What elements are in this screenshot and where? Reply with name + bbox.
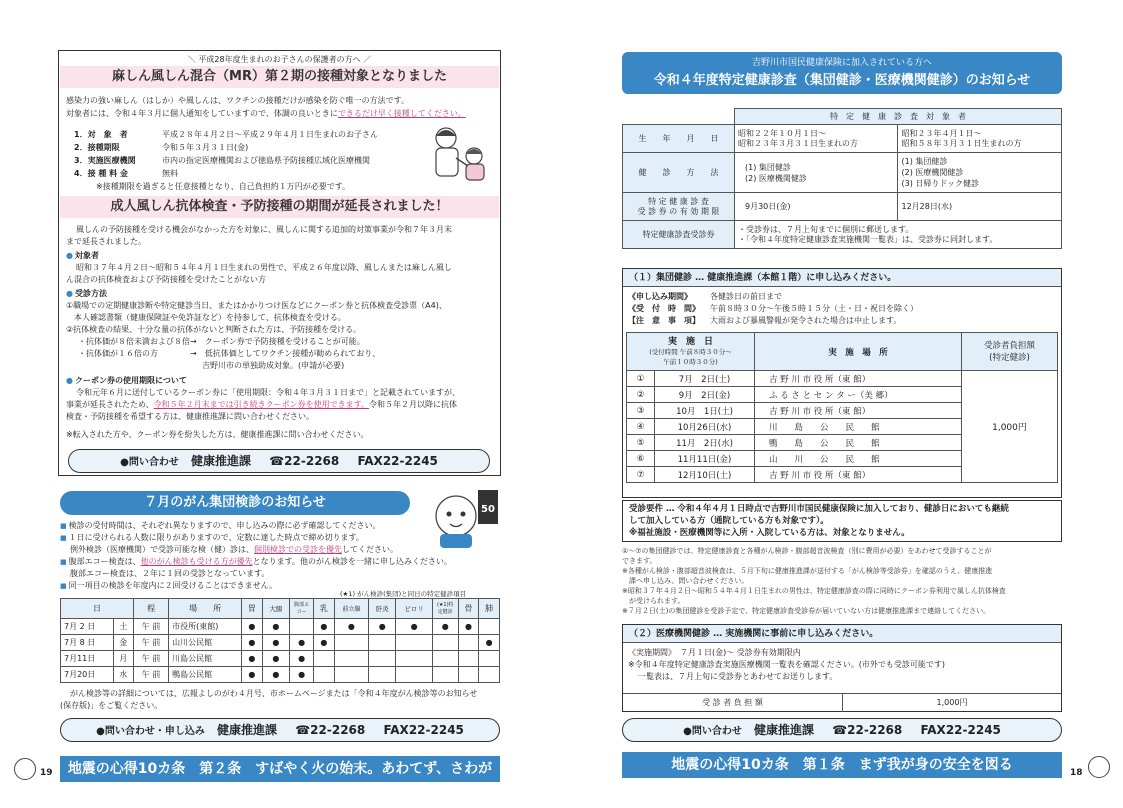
th-breast: 乳 bbox=[314, 599, 335, 619]
row-num: ③ bbox=[627, 403, 655, 419]
row-date: 7月20日 bbox=[61, 667, 114, 683]
rubella-contact: ●問い合わせ 健康推進課 ☎22-2268 FAX22-2245 bbox=[68, 449, 490, 473]
mr-tagline: ＼ 平成28年度生まれのお子さんの保護者の方へ ／ bbox=[187, 55, 372, 64]
mr-items bbox=[74, 128, 414, 193]
th-pylori: ピロリ bbox=[396, 599, 432, 619]
note-line: できます。 bbox=[622, 557, 657, 565]
mark: ● bbox=[242, 651, 263, 667]
cancer-schedule-table bbox=[60, 598, 500, 683]
note-line: が受けられます。 bbox=[622, 597, 685, 605]
row-place: 吉 野 川 市 役 所（東 館） bbox=[755, 403, 962, 419]
checkup-header bbox=[622, 52, 1062, 94]
right-page bbox=[562, 0, 1123, 794]
cancer-footnote-1: がん検診等の詳細については、広報よしのがわ４月号、市ホームページまたは「令和４年度がん検診等のお知らせ bbox=[70, 689, 478, 698]
th-prostate: 前立腺 bbox=[334, 599, 368, 619]
clinic-note-2: 一覧表は、７月上旬に受診券とあわせてお送りします。 bbox=[638, 672, 838, 681]
rubella-title: 成人風しん抗体検査・予防接種の期間が延長されました！ bbox=[60, 196, 499, 218]
row-date: 9月 2日(金) bbox=[655, 387, 755, 403]
row-label-ticket: 特定健康診査受診券 bbox=[623, 221, 735, 249]
rubella-method-2: 本人確認書類（健康保険証や免許証など）を持参して、抗体検査を受ける。 bbox=[66, 313, 346, 322]
mascot-icon bbox=[1088, 756, 1110, 778]
rubella-method-1: ①職場での定期健康診断や特定健診当日、またはかかりつけ医などにクーポン券と抗体検査受診票（A4)、 bbox=[66, 301, 447, 310]
target-header: 特 定 健 康 診 査 対 象 者 bbox=[735, 109, 1062, 125]
rubella-coupon-3: 検査・予防接種を希望する方は、健康推進課に問い合わせください。 bbox=[66, 412, 314, 421]
cancer-note-4: ■ 腹部エコー検査は、他のがん検診も受ける方が優先となります。他のがん検診を一緒に申し込みください。 bbox=[60, 556, 500, 568]
row-place: 山川公民館 bbox=[169, 635, 242, 651]
th-fee: 受診者負担額 (特定健診) bbox=[962, 333, 1058, 371]
row-num: ⑤ bbox=[627, 435, 655, 451]
row-date: 11月11日(金) bbox=[655, 451, 755, 467]
cancer-note-6: ■ 同一項目の検診を年度内に２回受けることはできません。 bbox=[60, 580, 500, 592]
table-row bbox=[623, 193, 1062, 221]
th-echo: 腹部エコー bbox=[290, 599, 314, 619]
earthquake-tip-footer: 地震の心得10カ条 第１条 まず我が身の安全を図る bbox=[622, 752, 1062, 778]
mr-item: 1．対 象 者 平成２８年４月２日～平成２９年４月１日生まれのお子さん bbox=[74, 130, 378, 139]
target-table bbox=[622, 108, 1062, 249]
clinic-fee: 1,000円 bbox=[936, 698, 968, 707]
table-row bbox=[623, 125, 1062, 153]
mr-title: 麻しん風しん混合（MR）第２期の接種対象となりました bbox=[60, 66, 499, 88]
row-place: 吉 野 川 市 役 所（東 館） bbox=[755, 467, 962, 483]
row-date: 7月 2日(土) bbox=[655, 371, 755, 387]
mark: ● bbox=[432, 619, 458, 635]
row-place: 川 島 公 民 館 bbox=[755, 419, 962, 435]
method-a: (1) 集団健診 (2) 医療機関健診 bbox=[735, 153, 898, 193]
th-place: 場 所 bbox=[169, 599, 242, 619]
rubella-coupon-2: 事業が延長されたため、令和５年２月末までは引き続きクーポン券を使用できます。令和５年２月以降に抗体 bbox=[66, 400, 458, 409]
mark: ● bbox=[262, 667, 289, 683]
validity-a: 9月30日(金) bbox=[735, 193, 898, 221]
method-b: (1) 集団健診 (2) 医療機関健診 (3) 日帰りドック健診 bbox=[898, 153, 1062, 193]
group-info-hours: 《受 付 時 間》 午前８時３０分～午後５時１５分（土・日・祝日を除く） bbox=[628, 304, 918, 313]
mark bbox=[368, 651, 395, 667]
mark bbox=[334, 651, 368, 667]
mark bbox=[396, 635, 432, 651]
mark bbox=[368, 667, 395, 683]
mark: ● bbox=[262, 651, 289, 667]
rubella-p2: まで延長されました。 bbox=[66, 237, 146, 246]
mr-note: ※接種期限を過ぎると任意接種となり、自己負担約１万円が必要です。 bbox=[96, 182, 351, 191]
cancer-note-2: ■ １日に受けられる人数に限りがありますので、定数に達した時点で締め切ります。 bbox=[60, 532, 500, 544]
row-place: 山 川 公 民 館 bbox=[755, 451, 962, 467]
mr-item: 2．接種期限 令和５年３月３１日(金) bbox=[74, 143, 249, 152]
cancer-contact: ●問い合わせ・申し込み 健康推進課 ☎22-2268 FAX22-2245 bbox=[60, 718, 500, 742]
mr-intro-1: 感染力の強い麻しん（はしか）や風しんは、ワクチンの接種だけが感染を防ぐ唯一の方法です。 bbox=[66, 96, 409, 105]
mark: ● bbox=[290, 667, 314, 683]
doctor-injection-illustration bbox=[428, 122, 494, 186]
mark bbox=[314, 667, 335, 683]
mark: ● bbox=[242, 619, 263, 635]
table-row bbox=[623, 153, 1062, 193]
clinic-fee-label: 受 診 者 負 担 額 bbox=[623, 694, 843, 712]
row-label-validity: 特 定 健 康 診 査 受 診 券 の 有 効 期 限 bbox=[623, 193, 735, 221]
row-time: 午 前 bbox=[134, 635, 169, 651]
mark bbox=[368, 635, 395, 651]
group-schedule-table bbox=[626, 332, 1058, 483]
row-place: 吉 野 川 市 役 所（東 館） bbox=[755, 371, 962, 387]
row-dow: 金 bbox=[113, 635, 134, 651]
birth-b: 昭和２３年４月１日～ 昭和５８年３月３１日生まれの方 bbox=[898, 125, 1062, 153]
row-place: 鴨 島 公 民 館 bbox=[755, 435, 962, 451]
table-row bbox=[623, 221, 1062, 249]
rubella-target-1: 昭和３７年４月２日～昭和５４年４月１日生まれの男性で、平成２６年度以降、風しんまたは麻しん風し bbox=[76, 263, 452, 272]
group-info-notice: 【注 意 事 項】 大雨および暴風警報が発令された場合は中止します。 bbox=[628, 316, 902, 325]
mark bbox=[432, 667, 458, 683]
mark bbox=[458, 667, 479, 683]
earthquake-tip-footer: 地震の心得10カ条 第２条 すばやく火の始末。あわてず、さわがず、冷静に bbox=[60, 756, 500, 782]
mark bbox=[458, 635, 479, 651]
mark bbox=[334, 635, 368, 651]
row-date: 12月10日(土) bbox=[655, 467, 755, 483]
mark bbox=[432, 651, 458, 667]
mark bbox=[479, 619, 500, 635]
mascot-icon bbox=[14, 758, 36, 780]
row-date: 11月 2日(水) bbox=[655, 435, 755, 451]
req-line-2: して加入している方（通院している方も対象です）。 bbox=[629, 516, 829, 526]
row-date: 7月 2 日 bbox=[61, 619, 114, 635]
row-date: 7月11日 bbox=[61, 651, 114, 667]
mark bbox=[314, 651, 335, 667]
table-row bbox=[61, 635, 500, 651]
rubella-method-6: 吉野川市の単独助成対象。(申請が必要) bbox=[202, 361, 345, 370]
th-colon: 大腸 bbox=[262, 599, 289, 619]
th-stomach: 胃 bbox=[242, 599, 263, 619]
th-day: 日 bbox=[61, 599, 134, 619]
row-place: 市役所(東館) bbox=[169, 619, 242, 635]
mr-item: 4．接 種 料 金 無料 bbox=[74, 169, 178, 178]
mark bbox=[479, 651, 500, 667]
table-row bbox=[61, 651, 500, 667]
clinic-period: 《実施期間》 ７月１日(金)～ 受診券有効期限内 bbox=[628, 648, 801, 657]
cancer-title: ７月のがん集団検診のお知らせ bbox=[60, 491, 410, 515]
th-checkup: (★1)特定健診 bbox=[432, 599, 458, 619]
rubella-coupon-1: 令和元年６月に送付しているクーポン券に「使用期限：令和４年３月３１日まで」と記載されていますが、 bbox=[76, 388, 460, 397]
clinic-checkup-title: （２）医療機関健診 … 実施機関に事前に申し込みください。 bbox=[623, 625, 1061, 643]
group-info-period: 《申し込み期間》 各健診日の前日まで bbox=[628, 292, 782, 301]
table-header-row bbox=[627, 333, 1058, 371]
mark: ● bbox=[242, 635, 263, 651]
rubella-coupon-heading: ● クーポン券の使用期限について bbox=[66, 375, 496, 387]
th-hepatitis: 肝炎 bbox=[368, 599, 395, 619]
page-number: 19 bbox=[40, 768, 53, 778]
mark: ● bbox=[396, 619, 432, 635]
cancer-note-1: ■ 検診の受付時間は、それぞれ異なりますので、申し込みの際に必ず確認してください。 bbox=[60, 520, 500, 532]
row-num: ② bbox=[627, 387, 655, 403]
rubella-coupon-4: ※転入された方や、クーポン券を紛失した方は、健康推進課に問い合わせください。 bbox=[66, 430, 369, 439]
mark: ● bbox=[290, 635, 314, 651]
requirements-box bbox=[622, 500, 1062, 542]
clinic-fee-row bbox=[623, 693, 1061, 711]
row-label-birth: 生 年 月 日 bbox=[623, 125, 735, 153]
mark: ● bbox=[314, 619, 335, 635]
mark bbox=[396, 651, 432, 667]
row-dow: 月 bbox=[113, 651, 134, 667]
mark: ● bbox=[458, 619, 479, 635]
group-notes bbox=[622, 546, 1062, 616]
rubella-p1: 風しんの予防接種を受ける機会がなかった方を対象に、風しんに関する追加的対策事業が令和７年３月末 bbox=[76, 225, 452, 234]
cancer-note-5: 腹部エコー検査は、２年に１回の受診となっています。 bbox=[70, 569, 270, 578]
table-header-row bbox=[61, 599, 500, 619]
mark bbox=[432, 635, 458, 651]
mark: ● bbox=[479, 635, 500, 651]
table-row bbox=[627, 371, 1058, 387]
checkup-title: 令和４年度特定健康診査（集団健診・医療機関健診）のお知らせ bbox=[653, 73, 1031, 88]
mark bbox=[334, 667, 368, 683]
th-lung: 肺 bbox=[479, 599, 500, 619]
ticket-info: ・受診券は、７月上旬までに個別に郵送します。 ・「令和４年度特定健康診査実施機関一覧表」は、受診券に同封します。 bbox=[735, 221, 1062, 249]
req-line-3: ※福祉施設・医療機関等に入所・入院している方は、対象となりません。 bbox=[629, 528, 910, 538]
mark bbox=[396, 667, 432, 683]
req-line-1: 受診要件 … 令和４年４月１日時点で吉野川市国民健康保険に加入しており、健診日においても継続 bbox=[629, 504, 1009, 514]
row-date: 10月26日(水) bbox=[655, 419, 755, 435]
rubella-target-heading: ● 対象者 bbox=[66, 250, 496, 262]
checkup-contact: ●問い合わせ 健康推進課 ☎22-2268 FAX22-2245 bbox=[622, 718, 1062, 742]
clinic-note-1: ※令和４年度特定健康診査実施医療機関一覧表を確認ください。(市外でも受診可能です) bbox=[628, 660, 945, 669]
rubella-body bbox=[66, 224, 496, 441]
table-row bbox=[61, 619, 500, 635]
mr-intro-2: 対象者には、令和４年３月に個人通知をしていますので、体調の良いときにできるだけ早く接種してください。 bbox=[66, 109, 466, 118]
mark bbox=[479, 667, 500, 683]
row-num: ⑦ bbox=[627, 467, 655, 483]
mark: ● bbox=[368, 619, 395, 635]
empty-cell bbox=[623, 109, 735, 125]
table-header-row bbox=[623, 109, 1062, 125]
note-line: ①～⑦の集団健診では、特定健康診査と各種がん検診・腹部超音波検査（別に費用が必要）をあわせて受診することが bbox=[622, 547, 992, 555]
rubella-method-3: ②抗体検査の結果、十分な量の抗体がないと判断された方は、予防接種を受ける。 bbox=[66, 325, 362, 334]
left-page bbox=[0, 0, 561, 803]
mark: ● bbox=[334, 619, 368, 635]
mark: ● bbox=[314, 635, 335, 651]
note-line: ※昭和３７年４月２日～昭和５４年４月１日生まれの男性は、特定健康診査の際に同時にクーポン券利用で風しん抗体検査 bbox=[622, 587, 1006, 595]
group-info bbox=[628, 291, 1058, 327]
note-line: ※７月２日(土)の集団健診を受診予定で、特定健康診査受診券が届いていない方は健康推進課まで連絡してください。 bbox=[622, 607, 991, 615]
row-num: ⑥ bbox=[627, 451, 655, 467]
group-checkup-title: （１）集団健診 … 健康推進課（本館１階）に申し込みください。 bbox=[623, 269, 1061, 287]
cancer-footnote-2: (保存版)」をご覧ください。 bbox=[60, 701, 163, 710]
mark: ● bbox=[262, 619, 289, 635]
row-dow: 土 bbox=[113, 619, 134, 635]
th-bone: 骨 bbox=[458, 599, 479, 619]
mark bbox=[458, 651, 479, 667]
row-label-method: 健 診 方 法 bbox=[623, 153, 735, 193]
row-num: ④ bbox=[627, 419, 655, 435]
rubella-method-heading: ● 受診方法 bbox=[66, 288, 496, 300]
row-dow: 水 bbox=[113, 667, 134, 683]
th-date: 実 施 日 (受付時間 午前８時３０分～ 午前１０時３０分) bbox=[627, 333, 755, 371]
th-place: 実 施 場 所 bbox=[755, 333, 962, 371]
cancer-footnote bbox=[60, 688, 500, 712]
cancer-notes bbox=[60, 520, 500, 592]
mark: ● bbox=[290, 651, 314, 667]
mr-item: 3．実施医療機関 市内の指定医療機関および徳島県予防接種広域化医療機関 bbox=[74, 156, 370, 165]
page-number: 18 bbox=[1070, 768, 1083, 778]
mark bbox=[290, 619, 314, 635]
clinic-info bbox=[628, 647, 1058, 683]
th-schedule: 程 bbox=[134, 599, 169, 619]
row-time: 午 前 bbox=[134, 667, 169, 683]
row-time: 午 前 bbox=[134, 619, 169, 635]
row-num: ① bbox=[627, 371, 655, 387]
row-place: 川島公民館 bbox=[169, 651, 242, 667]
row-place: ふ る さ と セ ン タ ー（美 郷） bbox=[755, 387, 962, 403]
mark: ● bbox=[262, 635, 289, 651]
rubella-method-5: ・抗体価が１６倍の方 → 低抗体価としてワクチン接種が勧められており、 bbox=[78, 349, 381, 358]
note-line: 課へ申し込み、問い合わせください。 bbox=[622, 577, 749, 585]
row-date: 7月 8 日 bbox=[61, 635, 114, 651]
cancer-table-note: (★1) がん検診(集団)と同日の特定健診項目 bbox=[340, 590, 467, 598]
validity-b: 12月28日(水) bbox=[898, 193, 1062, 221]
note-line: ※各種がん検診・腹部超音波検査は、５月下旬に健康推進課が送付する「がん検診等受診券」を確認のうえ、健康推進 bbox=[622, 567, 993, 575]
mark: ● bbox=[242, 667, 263, 683]
row-time: 午 前 bbox=[134, 651, 169, 667]
row-date: 10月 1日(土) bbox=[655, 403, 755, 419]
rubella-method-4: ・抗体価が８倍未満および８倍→ クーポン券で予防接種を受けることが可能。 bbox=[78, 337, 365, 346]
group-fee: 1,000円 bbox=[962, 371, 1058, 483]
birth-a: 昭和２２年１０月１日～ 昭和２３年３月３１日生まれの方 bbox=[735, 125, 898, 153]
checkup-subtitle: 吉野川市国民健康保険に加入されている方へ bbox=[751, 58, 932, 68]
sign-badge: 50 bbox=[481, 504, 495, 515]
row-place: 鴨島公民館 bbox=[169, 667, 242, 683]
table-row bbox=[61, 667, 500, 683]
rubella-target-2: ん混合の抗体検査および予防接種を受けたことがない方 bbox=[66, 275, 266, 284]
cancer-note-3: 例外検診（医療機関）で受診可能な検（健）診は、個別検診での受診を優先してください。 bbox=[70, 545, 398, 554]
